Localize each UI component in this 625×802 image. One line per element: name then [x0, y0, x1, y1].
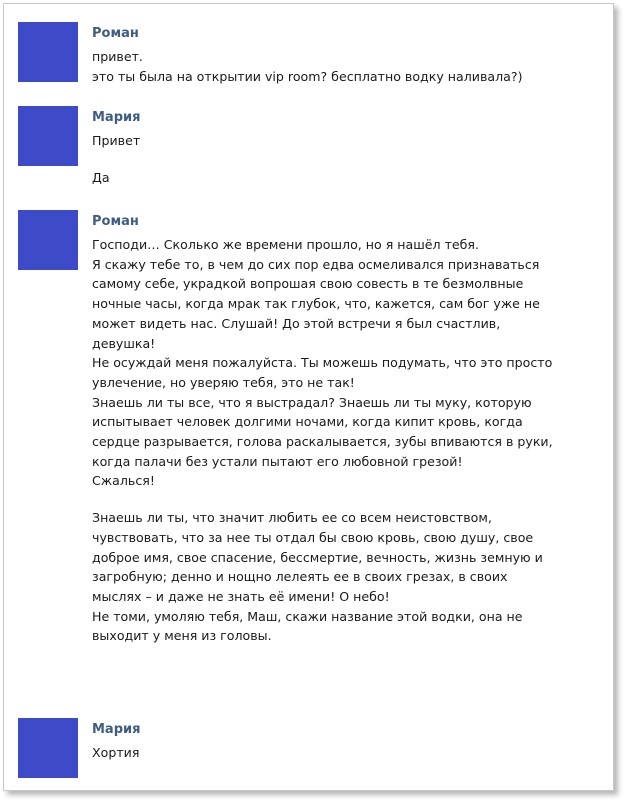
- message: [18, 210, 603, 646]
- message-text: привет.: [92, 49, 143, 64]
- message-text: это ты была на открытии vip room? бесплатно водку наливала?): [92, 68, 523, 84]
- message-text: Хортия: [92, 745, 140, 760]
- message-text: ночные часы, когда мрак так глубок, что, кажется, сам бог уже не: [92, 296, 540, 312]
- message-text: испытывает человек долгими ночами, когда кипит кровь, когда: [92, 414, 523, 430]
- message-text: выходит у меня из головы.: [92, 628, 272, 644]
- avatar[interactable]: [18, 210, 78, 270]
- avatar[interactable]: [18, 22, 78, 82]
- message-text: самому себе, украдкой вопрошая свою совесть в те безмолвные: [92, 276, 524, 292]
- author-name[interactable]: Мария: [92, 722, 141, 737]
- message-text: может видеть нас. Слушай! До этой встречи я был счастлив,: [92, 315, 501, 331]
- author-name[interactable]: Роман: [92, 26, 139, 41]
- message-text: Не осуждай меня пожалуйста. Ты можешь подумать, что это просто: [92, 355, 553, 371]
- message: [18, 718, 603, 763]
- message-text: загробную; денно и нощно лелеять ее в своих грезах, в своих: [92, 569, 508, 585]
- message-text: Знаешь ли ты все, что я выстрадал? Знаешь ли ты муку, которую: [92, 394, 532, 410]
- message-text: Сжалься!: [92, 473, 155, 489]
- message-text: мыслях – и даже не знать её имени! О небо!: [92, 588, 390, 604]
- message-text: увлечение, но уверяю тебя, это не так!: [92, 374, 355, 390]
- message-body: [92, 722, 603, 763]
- message-body: [92, 214, 603, 646]
- message-text: доброе имя, свое спасение, бессмертие, вечность, жизнь земную и: [92, 549, 543, 565]
- message-text: Я скажу тебе то, в чем до сих пор едва осмеливался признаваться: [92, 256, 540, 272]
- message-text: чувствовать, что за нее ты отдал бы свою кровь, свою душу, свое: [92, 529, 534, 545]
- message-text: Привет: [92, 133, 141, 148]
- message: [18, 22, 603, 86]
- message-body: [92, 110, 603, 187]
- message-text: Не томи, умоляю тебя, Маш, скажи название этой водки, она не: [92, 608, 523, 624]
- chat-window: [3, 3, 614, 791]
- avatar[interactable]: [18, 106, 78, 166]
- message-text: Да: [92, 169, 110, 185]
- message: [18, 106, 603, 187]
- message-text: Господи… Сколько же времени прошло, но я нашёл тебя.: [92, 237, 480, 252]
- message-text: девушка!: [92, 335, 156, 351]
- message-text: когда палачи без устали пытают его любовной грезой!: [92, 453, 463, 469]
- message-text: Знаешь ли ты, что значит любить ее со всем неистовством,: [92, 510, 492, 526]
- author-name[interactable]: Роман: [92, 214, 139, 229]
- avatar[interactable]: [18, 718, 78, 778]
- author-name[interactable]: Мария: [92, 110, 141, 125]
- message-text: сердце разрывается, голова раскалывается, зубы впиваются в руки,: [92, 434, 553, 450]
- message-body: [92, 26, 603, 86]
